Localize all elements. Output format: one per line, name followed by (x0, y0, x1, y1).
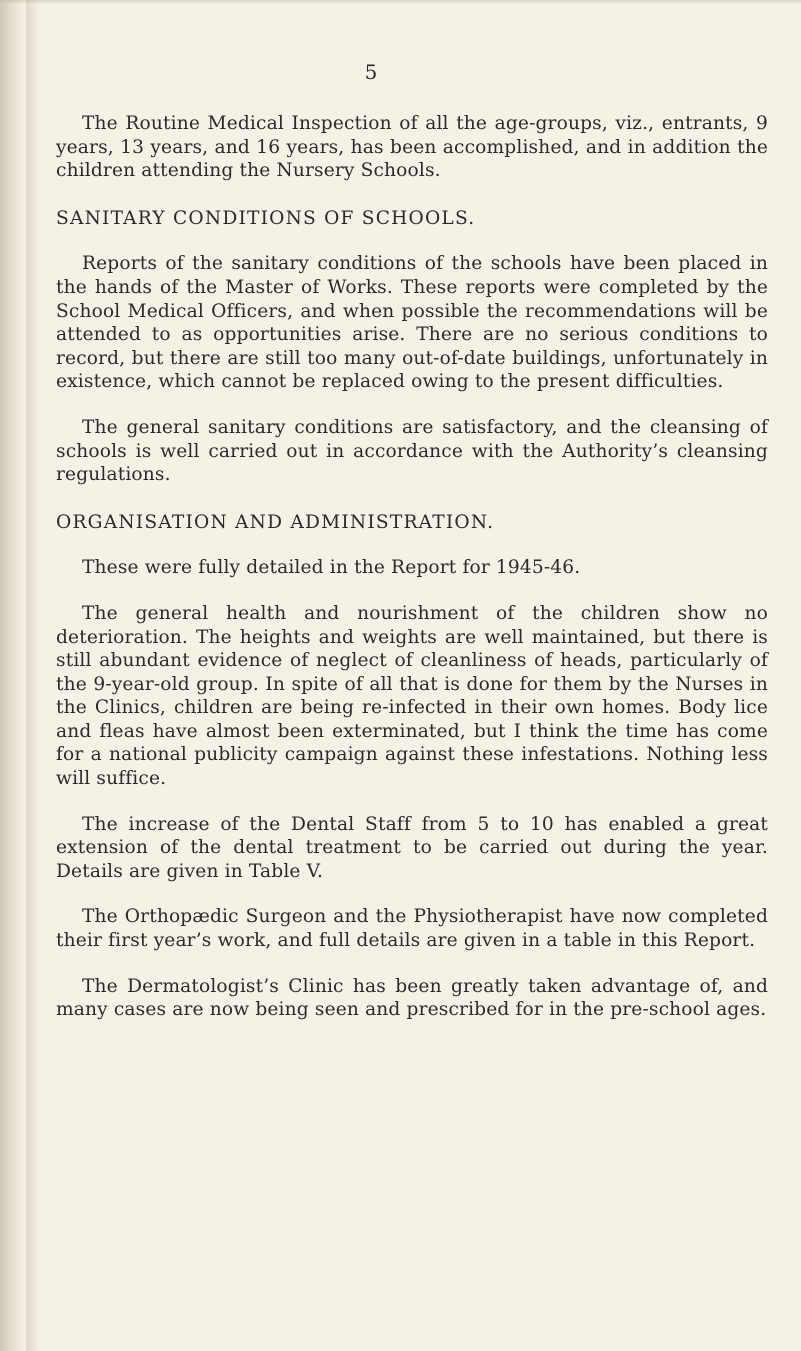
page-binding-shadow (26, 0, 40, 1351)
paragraph-dental-staff: The increase of the Dental Staff from 5 to 10 has enabled a great extension of the dental treatment to be carried out during the year. Details are given in Table V. (56, 813, 768, 882)
heading-sanitary-conditions: SANITARY CONDITIONS OF SCHOOLS. (56, 207, 476, 229)
paragraph-dermatologist: The Dermatologist’s Clinic has been greatly taken advantage of, and many cases are now being seen and prescribed for in the pre-school ages. (56, 975, 768, 1021)
page-binding-edge (0, 0, 26, 1351)
paragraph-fully-detailed: These were fully detailed in the Report for 1945-46. (82, 557, 581, 579)
paragraph-orthopaedic: The Orthopædic Surgeon and the Physiotherapist have now completed their first year’s work, and full details are given in a table in this Report. (56, 906, 768, 952)
paragraph-routine-inspection: The Routine Medical Inspection of all the age-groups, viz., entrants, 9 years, 13 years, and 16 years, has been accomplished, and in addition the children attending the Nursery Schools. (56, 113, 768, 182)
paragraph-general-sanitary: The general sanitary conditions are satisfactory, and the cleansing of schools is well carried out in accordance with the Authority’s cleansing regulations. (56, 416, 768, 486)
page-number: 5 (364, 60, 378, 84)
page-top-shadow (0, 0, 801, 4)
paragraph-general-health: The general health and nourishment of the children show no deterioration. The heights and weights are well maintained, but there is still abundant evidence of neglect of cleanliness of heads, particularly of the 9-year-old group. In spite of all that is done for them by the Nurses in the Clinics, children are being re-infected in their own homes. Body lice and fleas have almost been exterminated, but I think the time has come for a national publicity campaign against these infestations. Nothing less will suffice. (56, 602, 768, 790)
paragraph-sanitary-reports: Reports of the sanitary conditions of the schools have been placed in the hands of the Master of Works. These reports were completed by the School Medical Officers, and when possible the recommendations will be attended to as opportunities arise. There are no serious conditions to record, but there are still too many out-of-date buildings, unfortunately in existence, which cannot be replaced owing to the present difficulties. (56, 253, 768, 393)
page-content (56, 112, 768, 1022)
heading-organisation-administration: ORGANISATION AND ADMINISTRATION. (56, 511, 495, 533)
